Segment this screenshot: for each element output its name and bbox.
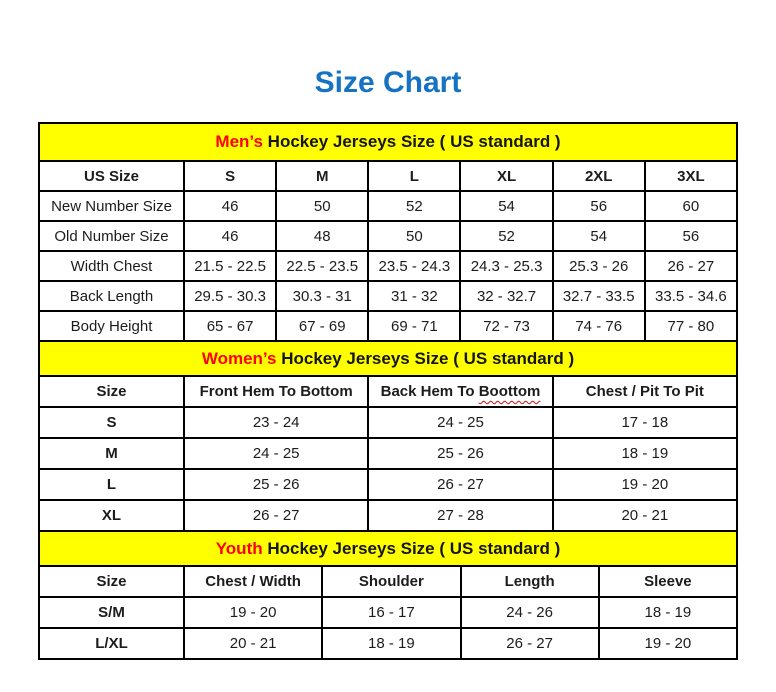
column-header: Chest / Width	[184, 566, 322, 597]
row-label: Old Number Size	[39, 221, 184, 251]
column-header: S	[184, 161, 276, 191]
size-cell: 18 - 19	[322, 628, 460, 659]
table-row	[39, 438, 737, 469]
size-cell: 22.5 - 23.5	[276, 251, 368, 281]
table-row	[39, 469, 737, 500]
size-cell: 23.5 - 24.3	[368, 251, 460, 281]
size-cell: 17 - 18	[553, 407, 737, 438]
size-cell: 26 - 27	[461, 628, 599, 659]
size-cell: 24 - 25	[184, 438, 368, 469]
table-row	[39, 311, 737, 341]
section-heading: Youth Hockey Jerseys Size ( US standard )	[39, 531, 737, 566]
size-cell: 18 - 19	[553, 438, 737, 469]
size-cell: 60	[645, 191, 737, 221]
size-cell: 24 - 26	[461, 597, 599, 628]
size-cell: 32.7 - 33.5	[553, 281, 645, 311]
size-cell: 25 - 26	[368, 438, 552, 469]
column-header: L	[368, 161, 460, 191]
size-cell: 56	[553, 191, 645, 221]
column-header: Size	[39, 376, 184, 407]
mens-size-table	[38, 122, 738, 342]
misspelled-word: Boottom	[478, 383, 541, 400]
size-cell: 52	[368, 191, 460, 221]
size-cell: 52	[460, 221, 552, 251]
section-heading-highlight: Men’s	[215, 132, 263, 151]
size-cell: 31 - 32	[368, 281, 460, 311]
column-header: 3XL	[645, 161, 737, 191]
size-cell: 19 - 20	[599, 628, 737, 659]
column-header: Size	[39, 566, 184, 597]
size-cell: 74 - 76	[553, 311, 645, 341]
row-label: S	[39, 407, 184, 438]
size-cell: 29.5 - 30.3	[184, 281, 276, 311]
table-row	[39, 500, 737, 531]
table-row	[39, 597, 737, 628]
size-cell: 24 - 25	[368, 407, 552, 438]
table-row	[39, 628, 737, 659]
table-row	[39, 407, 737, 438]
size-cell: 16 - 17	[322, 597, 460, 628]
size-cell: 54	[553, 221, 645, 251]
size-cell: 50	[276, 191, 368, 221]
size-cell: 24.3 - 25.3	[460, 251, 552, 281]
column-header: Front Hem To Bottom	[184, 376, 368, 407]
size-cell: 46	[184, 221, 276, 251]
size-cell: 19 - 20	[184, 597, 322, 628]
row-label: M	[39, 438, 184, 469]
column-header: US Size	[39, 161, 184, 191]
size-cell: 46	[184, 191, 276, 221]
column-header: Back Hem To Boottom	[368, 376, 552, 407]
column-header: Chest / Pit To Pit	[553, 376, 737, 407]
size-cell: 21.5 - 22.5	[184, 251, 276, 281]
row-label: Body Height	[39, 311, 184, 341]
table-row	[39, 221, 737, 251]
size-cell: 32 - 32.7	[460, 281, 552, 311]
size-cell: 56	[645, 221, 737, 251]
row-label: New Number Size	[39, 191, 184, 221]
size-cell: 26 - 27	[184, 500, 368, 531]
row-label: Back Length	[39, 281, 184, 311]
size-cell: 25.3 - 26	[553, 251, 645, 281]
column-header: 2XL	[553, 161, 645, 191]
column-header: Sleeve	[599, 566, 737, 597]
row-label: Width Chest	[39, 251, 184, 281]
size-cell: 19 - 20	[553, 469, 737, 500]
size-chart	[38, 122, 738, 660]
column-header: Shoulder	[322, 566, 460, 597]
section-heading-highlight: Women’s	[201, 348, 277, 368]
row-label: L/XL	[39, 628, 184, 659]
size-cell: 67 - 69	[276, 311, 368, 341]
row-label: L	[39, 469, 184, 500]
section-heading-highlight: Youth	[215, 538, 263, 558]
row-label: XL	[39, 500, 184, 531]
size-cell: 23 - 24	[184, 407, 368, 438]
size-cell: 27 - 28	[368, 500, 552, 531]
size-cell: 77 - 80	[645, 311, 737, 341]
size-cell: 54	[460, 191, 552, 221]
size-cell: 72 - 73	[460, 311, 552, 341]
table-row	[39, 191, 737, 221]
size-cell: 50	[368, 221, 460, 251]
size-cell: 48	[276, 221, 368, 251]
size-cell: 26 - 27	[645, 251, 737, 281]
column-header: Length	[461, 566, 599, 597]
section-heading: Women’s Hockey Jerseys Size ( US standard )	[39, 341, 737, 376]
size-cell: 33.5 - 34.6	[645, 281, 737, 311]
column-header: M	[276, 161, 368, 191]
womens-size-table	[38, 340, 738, 532]
youth-size-table	[38, 530, 738, 660]
size-cell: 25 - 26	[184, 469, 368, 500]
section-heading: Men’s Hockey Jerseys Size ( US standard )	[39, 123, 737, 161]
row-label: S/M	[39, 597, 184, 628]
size-cell: 20 - 21	[184, 628, 322, 659]
size-cell: 26 - 27	[368, 469, 552, 500]
column-header: XL	[460, 161, 552, 191]
size-cell: 69 - 71	[368, 311, 460, 341]
page-title: Size Chart	[314, 66, 462, 99]
size-cell: 18 - 19	[599, 597, 737, 628]
table-row	[39, 281, 737, 311]
size-cell: 65 - 67	[184, 311, 276, 341]
size-cell: 30.3 - 31	[276, 281, 368, 311]
size-cell: 20 - 21	[553, 500, 737, 531]
table-row	[39, 251, 737, 281]
